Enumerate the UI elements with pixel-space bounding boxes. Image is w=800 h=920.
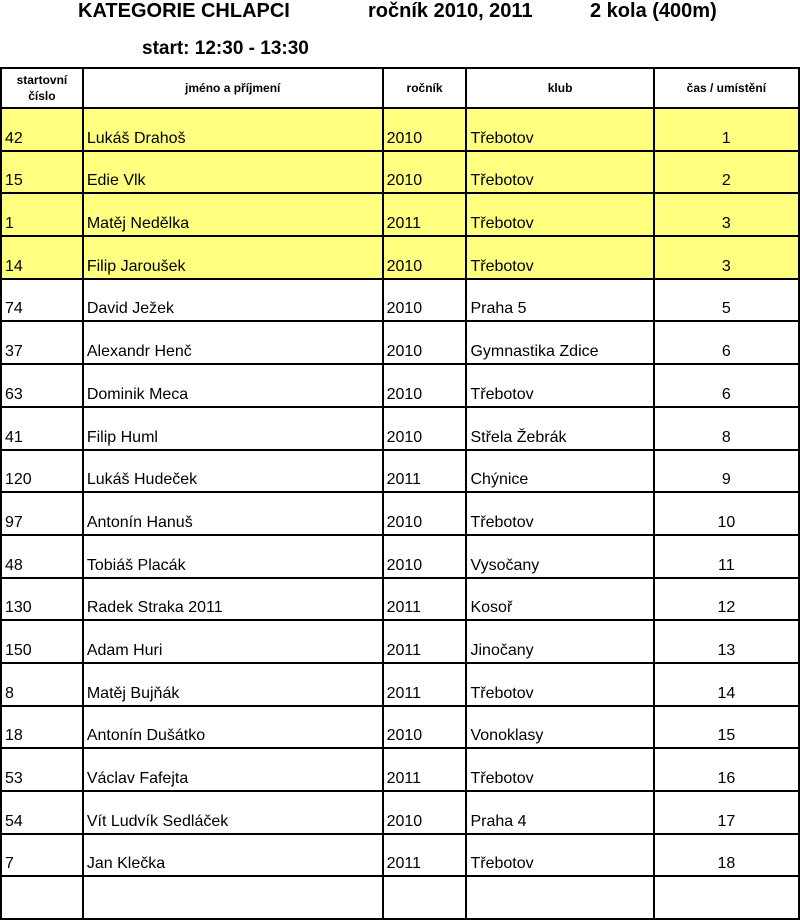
cell-name: Matěj Nedělka [83, 193, 383, 236]
table-row [1, 706, 799, 749]
cell-club: Třebotov [466, 193, 653, 236]
table-row [1, 364, 799, 407]
cell-start-number: 8 [1, 663, 83, 706]
column-header-club: klub [466, 68, 653, 108]
cell-name: Adam Huri [83, 620, 383, 663]
cell-start-number: 48 [1, 535, 83, 578]
cell-start-number: 97 [1, 492, 83, 535]
cell-start-number: 63 [1, 364, 83, 407]
cell-place: 8 [654, 407, 799, 450]
cell-name [83, 876, 383, 919]
start-time: start: 12:30 - 13:30 [142, 38, 309, 59]
cell-name: Dominik Meca [83, 364, 383, 407]
cell-name: Antonín Hanuš [83, 492, 383, 535]
cell-start-number: 120 [1, 450, 83, 493]
cell-club: Střela Žebrák [466, 407, 653, 450]
cell-name: David Ježek [83, 279, 383, 322]
cell-year: 2010 [383, 706, 467, 749]
cell-year: 2010 [383, 279, 467, 322]
table-header-row [1, 68, 799, 108]
table-row [1, 620, 799, 663]
cell-place: 13 [654, 620, 799, 663]
table-row [1, 279, 799, 322]
cell-start-number [1, 876, 83, 919]
cell-name: Alexandr Henč [83, 321, 383, 364]
cell-start-number: 15 [1, 151, 83, 194]
cell-club: Vonoklasy [466, 706, 653, 749]
column-header-time-place: čas / umístění [654, 68, 799, 108]
cell-club: Kosoř [466, 578, 653, 621]
table-row [1, 151, 799, 194]
cell-place: 9 [654, 450, 799, 493]
laps-title: 2 kola (400m) [590, 0, 717, 22]
cell-start-number: 18 [1, 706, 83, 749]
cell-club: Třebotov [466, 492, 653, 535]
cell-place: 6 [654, 321, 799, 364]
cell-club: Třebotov [466, 236, 653, 279]
cell-year: 2010 [383, 108, 467, 151]
cell-club: Třebotov [466, 834, 653, 877]
cell-year: 2010 [383, 407, 467, 450]
cell-year: 2010 [383, 236, 467, 279]
table-row [1, 450, 799, 493]
cell-year: 2010 [383, 492, 467, 535]
cell-club: Jinočany [466, 620, 653, 663]
results-table [0, 67, 800, 920]
cell-year: 2011 [383, 450, 467, 493]
table-row [1, 791, 799, 834]
cell-place: 17 [654, 791, 799, 834]
cell-year: 2010 [383, 321, 467, 364]
table-row [1, 578, 799, 621]
cell-start-number: 130 [1, 578, 83, 621]
cell-year: 2011 [383, 748, 467, 791]
cell-club: Chýnice [466, 450, 653, 493]
table-row [1, 663, 799, 706]
cell-name: Edie Vlk [83, 151, 383, 194]
cell-name: Vít Ludvík Sedláček [83, 791, 383, 834]
table-row [1, 535, 799, 578]
cell-start-number: 150 [1, 620, 83, 663]
cell-name: Matěj Bujňák [83, 663, 383, 706]
cell-club: Třebotov [466, 151, 653, 194]
cell-place: 2 [654, 151, 799, 194]
cell-start-number: 74 [1, 279, 83, 322]
table-row [1, 407, 799, 450]
cell-start-number: 7 [1, 834, 83, 877]
cell-place: 10 [654, 492, 799, 535]
cell-place: 5 [654, 279, 799, 322]
table-row [1, 108, 799, 151]
cell-year: 2011 [383, 578, 467, 621]
cell-name: Lukáš Drahoš [83, 108, 383, 151]
cell-year: 2011 [383, 663, 467, 706]
cell-club [466, 876, 653, 919]
cell-start-number: 41 [1, 407, 83, 450]
cell-name: Filip Jaroušek [83, 236, 383, 279]
cell-club: Vysočany [466, 535, 653, 578]
cell-year: 2010 [383, 364, 467, 407]
cell-year: 2010 [383, 791, 467, 834]
cell-place: 1 [654, 108, 799, 151]
cell-place: 16 [654, 748, 799, 791]
year-group-title: ročník 2010, 2011 [368, 0, 533, 22]
table-row [1, 236, 799, 279]
cell-place: 6 [654, 364, 799, 407]
cell-year: 2011 [383, 620, 467, 663]
cell-start-number: 54 [1, 791, 83, 834]
cell-place: 3 [654, 193, 799, 236]
cell-name: Václav Fafejta [83, 748, 383, 791]
cell-year: 2010 [383, 151, 467, 194]
cell-club: Gymnastika Zdice [466, 321, 653, 364]
cell-name: Lukáš Hudeček [83, 450, 383, 493]
cell-place: 15 [654, 706, 799, 749]
cell-club: Praha 4 [466, 791, 653, 834]
cell-start-number: 37 [1, 321, 83, 364]
cell-place [654, 876, 799, 919]
column-header-start-number: startovní číslo [1, 68, 83, 108]
cell-club: Třebotov [466, 364, 653, 407]
cell-club: Třebotov [466, 663, 653, 706]
cell-club: Třebotov [466, 108, 653, 151]
cell-place: 3 [654, 236, 799, 279]
table-row [1, 876, 799, 919]
cell-club: Praha 5 [466, 279, 653, 322]
cell-start-number: 14 [1, 236, 83, 279]
table-row [1, 492, 799, 535]
cell-start-number: 42 [1, 108, 83, 151]
table-row [1, 193, 799, 236]
cell-year [383, 876, 467, 919]
column-header-name: jméno a příjmení [83, 68, 383, 108]
column-header-year: ročník [383, 68, 467, 108]
cell-place: 14 [654, 663, 799, 706]
table-row [1, 834, 799, 877]
cell-club: Třebotov [466, 748, 653, 791]
category-title: KATEGORIE CHLAPCI [78, 0, 290, 22]
cell-start-number: 1 [1, 193, 83, 236]
cell-name: Antonín Dušátko [83, 706, 383, 749]
cell-place: 11 [654, 535, 799, 578]
cell-year: 2010 [383, 535, 467, 578]
cell-name: Radek Straka 2011 [83, 578, 383, 621]
cell-place: 12 [654, 578, 799, 621]
table-row [1, 321, 799, 364]
table-row [1, 748, 799, 791]
cell-name: Jan Klečka [83, 834, 383, 877]
cell-year: 2011 [383, 834, 467, 877]
cell-place: 18 [654, 834, 799, 877]
cell-name: Filip Huml [83, 407, 383, 450]
cell-start-number: 53 [1, 748, 83, 791]
cell-year: 2011 [383, 193, 467, 236]
table-body [1, 108, 799, 919]
cell-name: Tobiáš Placák [83, 535, 383, 578]
